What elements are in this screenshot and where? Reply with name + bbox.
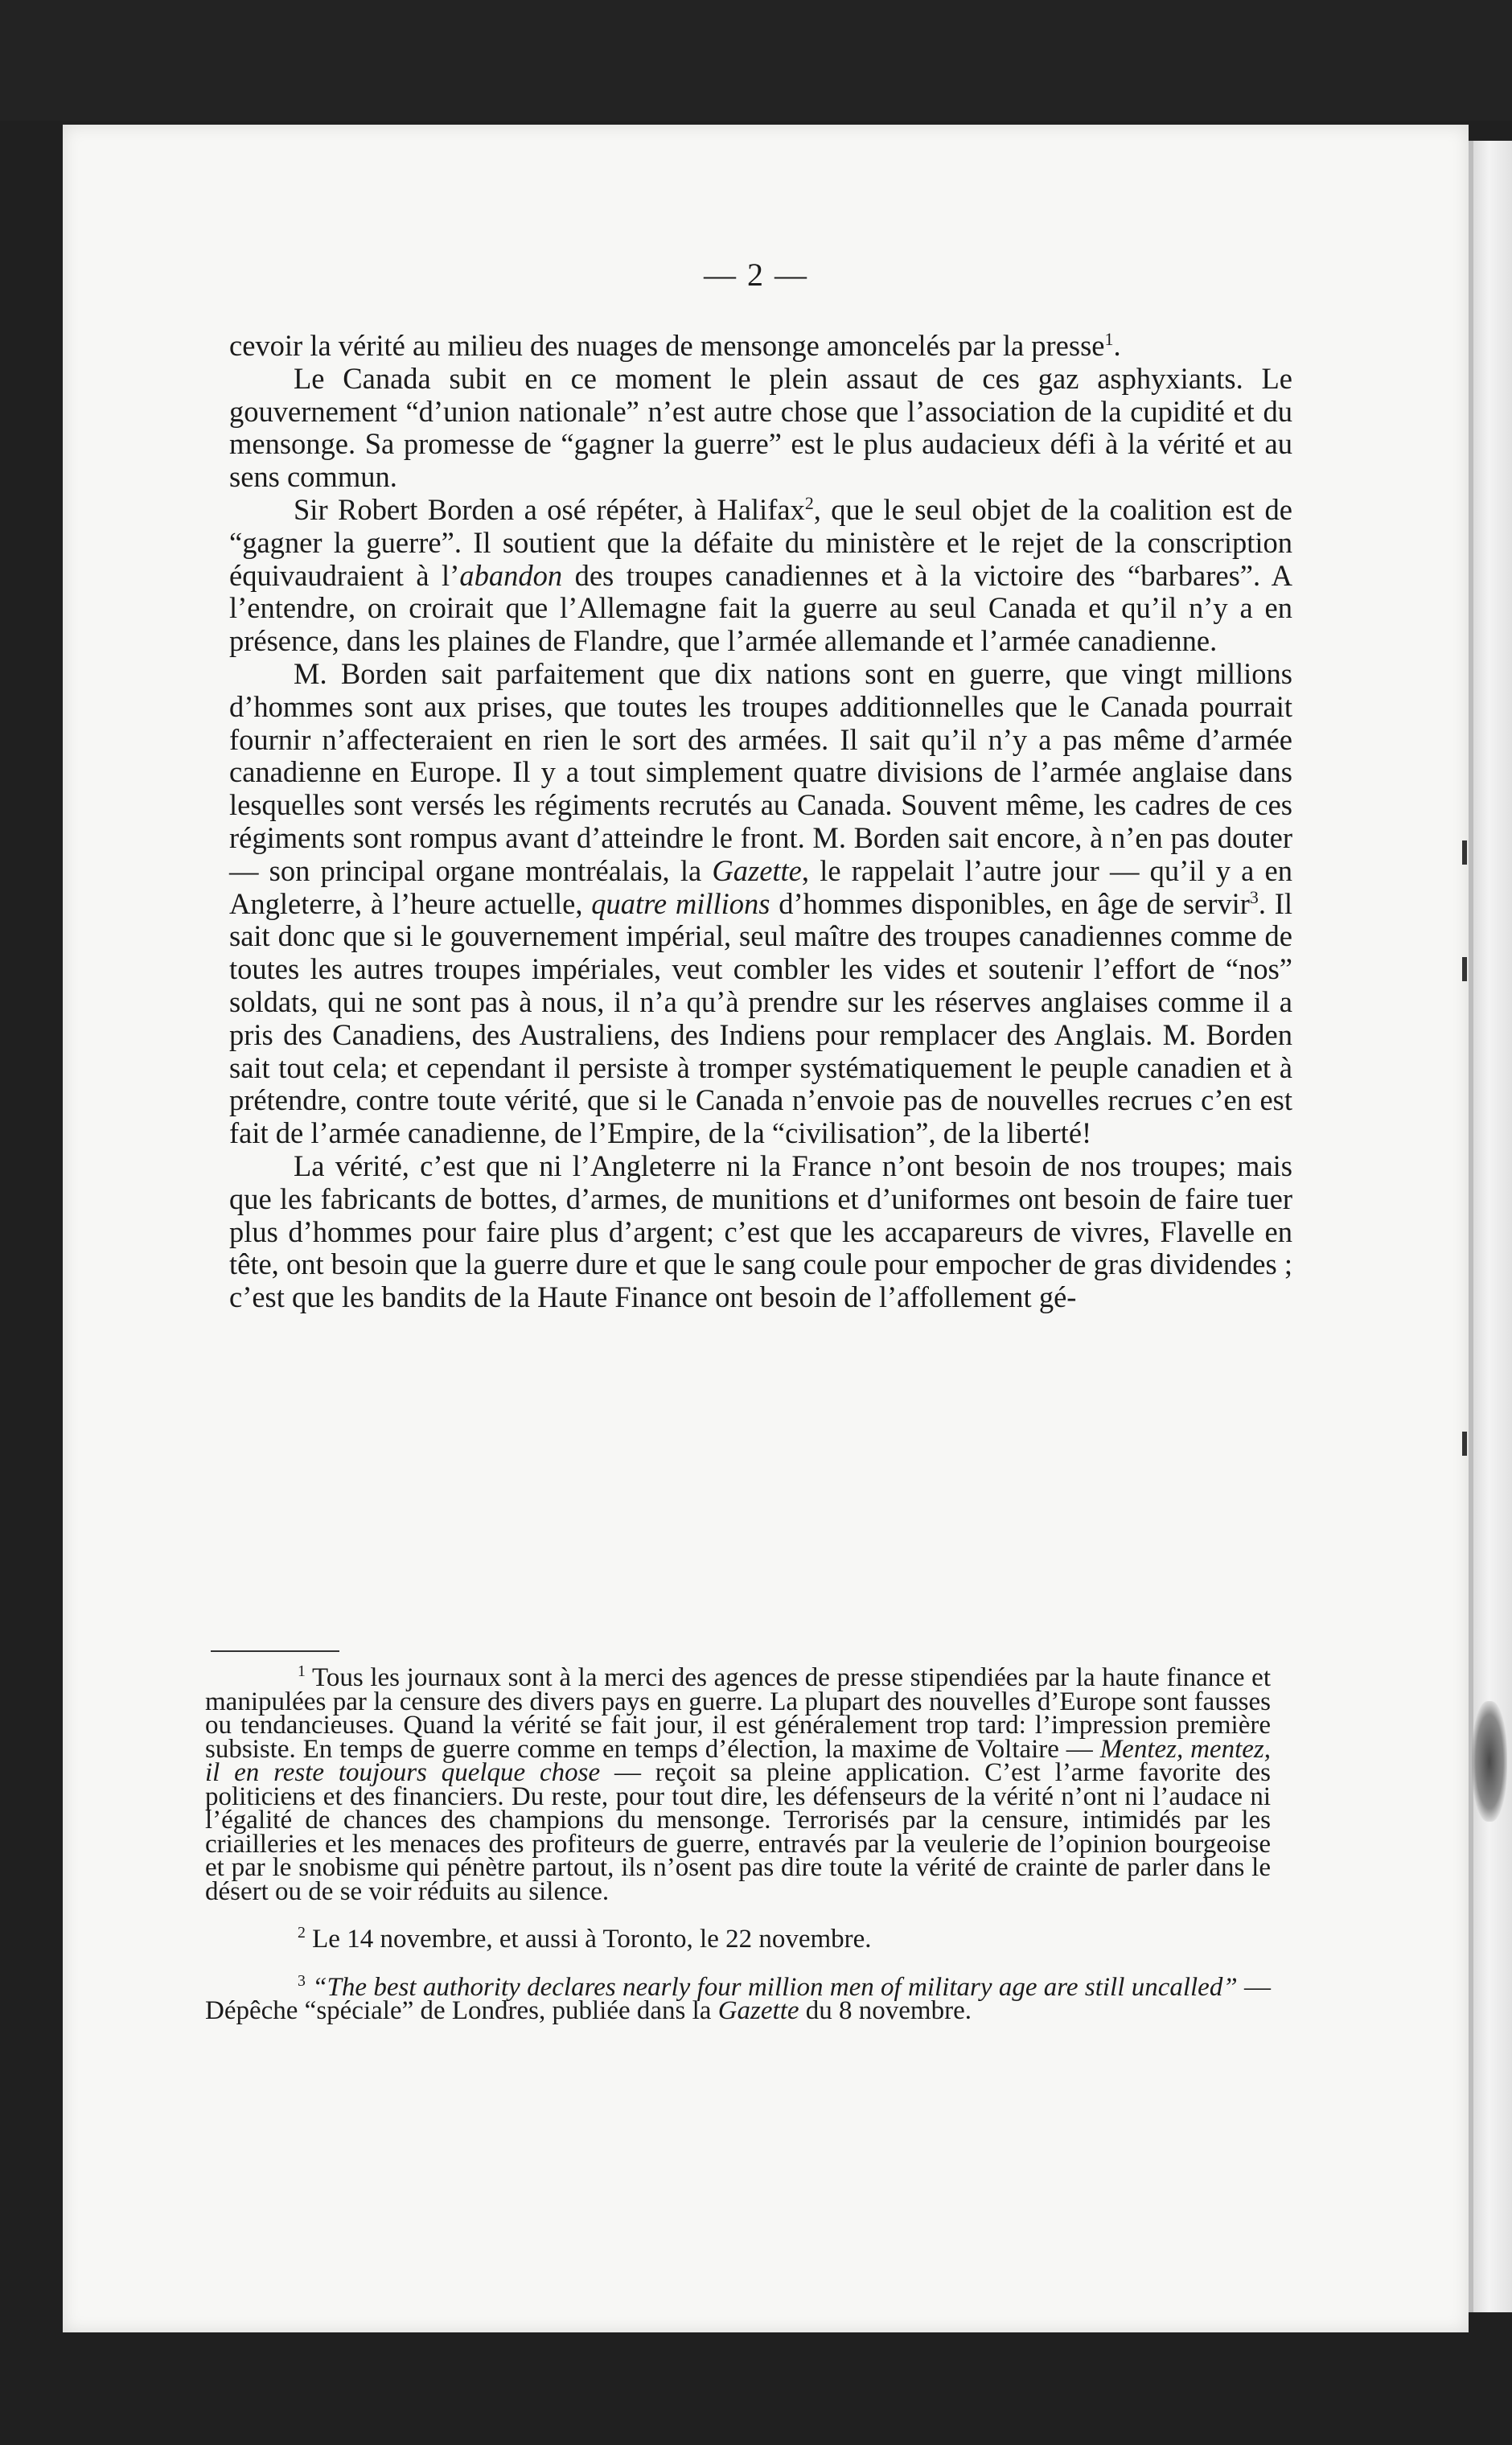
page-number: — 2 —	[704, 257, 808, 293]
text-run: — reçoit sa pleine application. C’est l’arme favorite des politiciens et des financiers. Du reste, pour tout dire, les défenseurs de la vérité n’ont ni l’audace ni l’égalité de chances des champions du mensonge. Terrorisés par la censure, intimidés par les criailleries et les menaces des profiteurs de guerre, entravés par la veulerie de l’opinion bourgeoise et par le snobisme qui pénètre partout, ils n’osent pas dire toute la vérité de crainte de parler dans le désert ou de se voir réduits au silence.	[205, 1758, 1271, 1906]
binding-mark	[1472, 1701, 1507, 1822]
footnote-ref: 3	[1249, 886, 1259, 907]
footnote-ref: 2	[804, 492, 814, 513]
footnote-3	[205, 1971, 1271, 2025]
footnote-mark: 2	[298, 1924, 306, 1942]
emphasis: quatre millions	[591, 886, 770, 920]
emphasis: Mentez, mentez, il en reste toujours quelque chose	[205, 1734, 1271, 1787]
text-run: Le 14 novembre, et aussi à Toronto, le 22 novembre.	[312, 1925, 872, 1954]
text-run: — Dépêche “spéciale” de Londres, publiée dans la	[205, 1972, 1271, 2025]
body-text	[229, 330, 1292, 1314]
footnote-2	[205, 1924, 1271, 1954]
text-run: des troupes canadiennes et à la victoire des “barbares”. A l’entendre, on croirait que l’Allemagne fait la guerre au seul Canada et qu’il n’y a en présence, dans les plaines de Flandre, que l’armée allemande et l’armée canadienne.	[229, 558, 1292, 658]
adjacent-page-edge	[1473, 141, 1512, 2312]
emphasis: Gazette	[712, 853, 802, 887]
margin-mark	[1462, 1432, 1467, 1456]
text-run: d’hommes disponibles, en âge de servir	[770, 886, 1250, 920]
text-run: . Il sait donc que si le gouvernement impérial, seul maître des troupes canadiennes comme de toutes les autres troupes impériales, veut combler les vides et soutenir l’effort de “nos” soldats, qui ne sont pas à nous, il n’a qu’à prendre sur les réserves anglaises comme il a pris des Canadiens, des Australiens, des Indiens pour remplacer des Anglais. M. Borden sait tout cela; et cependant il persiste à tromper systématiquement le peuple canadien et à prétendre, contre toute vérité, que si le Canada n’envoie pas de nouvelles recrues c’en est fait de l’armée canadienne, de l’Empire, de la “civilisation”, de la liberté!	[229, 886, 1293, 1150]
paragraph: Le Canada subit en ce moment le plein assaut de ces gaz asphyxiants. Le gouvernement “d’union nationale” n’est autre chose que l’association de la cupidité et du mensonge. Sa promesse de “gagner la guerre” est le plus audacieux défi à la vérité et au sens commun.	[229, 361, 1292, 494]
text-run: du 8 novembre.	[799, 1996, 972, 2025]
text-run: Sir Robert Borden a osé répéter, à Halifax	[294, 492, 805, 526]
footnote-rule	[211, 1650, 339, 1652]
paragraph	[229, 330, 1292, 363]
emphasis: abandon	[459, 558, 563, 592]
footnote-ref: 1	[1104, 328, 1114, 349]
margin-mark	[1462, 957, 1467, 981]
footnote-mark: 3	[298, 1971, 306, 1990]
text-run: M. Borden sait parfaitement que dix nations sont en guerre, que vingt millions d’hommes sont aux prises, que toutes les troupes additionnelles que le Canada pourrait fournir n’affecteraient en rien le sort des armées. Il sait qu’il n’y a pas même d’armée canadienne en Europe. Il y a tout simplement quatre divisions de l’armée anglaise dans lesquelles sont versés les régiments recrutés au Canada. Souvent même, les cadres de ces régiments sont rompus avant d’atteindre le front. M. Borden sait encore, à n’en pas douter — son principal organe montréalais, la	[229, 656, 1292, 887]
scanner-background	[0, 0, 1512, 121]
margin-mark	[1462, 840, 1467, 865]
footnote-1	[205, 1662, 1271, 1906]
text-run: .	[1113, 329, 1121, 362]
text-run: , le rappelait l’autre jour — qu’il y a en Angleterre, à l’heure actuelle,	[229, 853, 1292, 920]
footnotes	[205, 1662, 1271, 2025]
paragraph	[229, 658, 1292, 1150]
paragraph	[229, 494, 1292, 658]
footnote-mark: 1	[298, 1662, 306, 1680]
text-run: Tous les journaux sont à la merci des agences de presse stipendiées par la haute finance et manipulées par la censure des divers pays en guerre. La plupart des nouvelles d’Europe sont fausses ou tendancieuses. Quand la vérité se fait jour, il est généralement trop tard: l’impression première subsiste. En temps de guerre comme en temps d’élection, la maxime de Voltaire —	[205, 1663, 1271, 1764]
text-run: cevoir la vérité au milieu des nuages de mensonge amoncelés par la presse	[229, 329, 1105, 362]
paragraph: La vérité, c’est que ni l’Angleterre ni la France n’ont besoin de nos troupes; mais que les fabricants de bottes, d’armes, de munitions et d’uniformes ont besoin de faire tuer plus d’hommes pour faire plus d’argent; c’est que les accapareurs de vivres, Flavelle en tête, ont besoin que la guerre dure et que le sang coule pour empocher de gras dividendes ; c’est que les bandits de la Haute Finance ont besoin de l’affollement gé-	[229, 1149, 1292, 1314]
emphasis: “The best authority declares nearly four million men of military age are still uncalled”	[312, 1972, 1238, 2002]
emphasis: Gazette	[717, 1996, 799, 2025]
text-run: , que le seul objet de la coalition est de “gagner la guerre”. Il soutient que la défaite du ministère et le rejet de la conscription équivaudraient à l’	[229, 492, 1293, 592]
